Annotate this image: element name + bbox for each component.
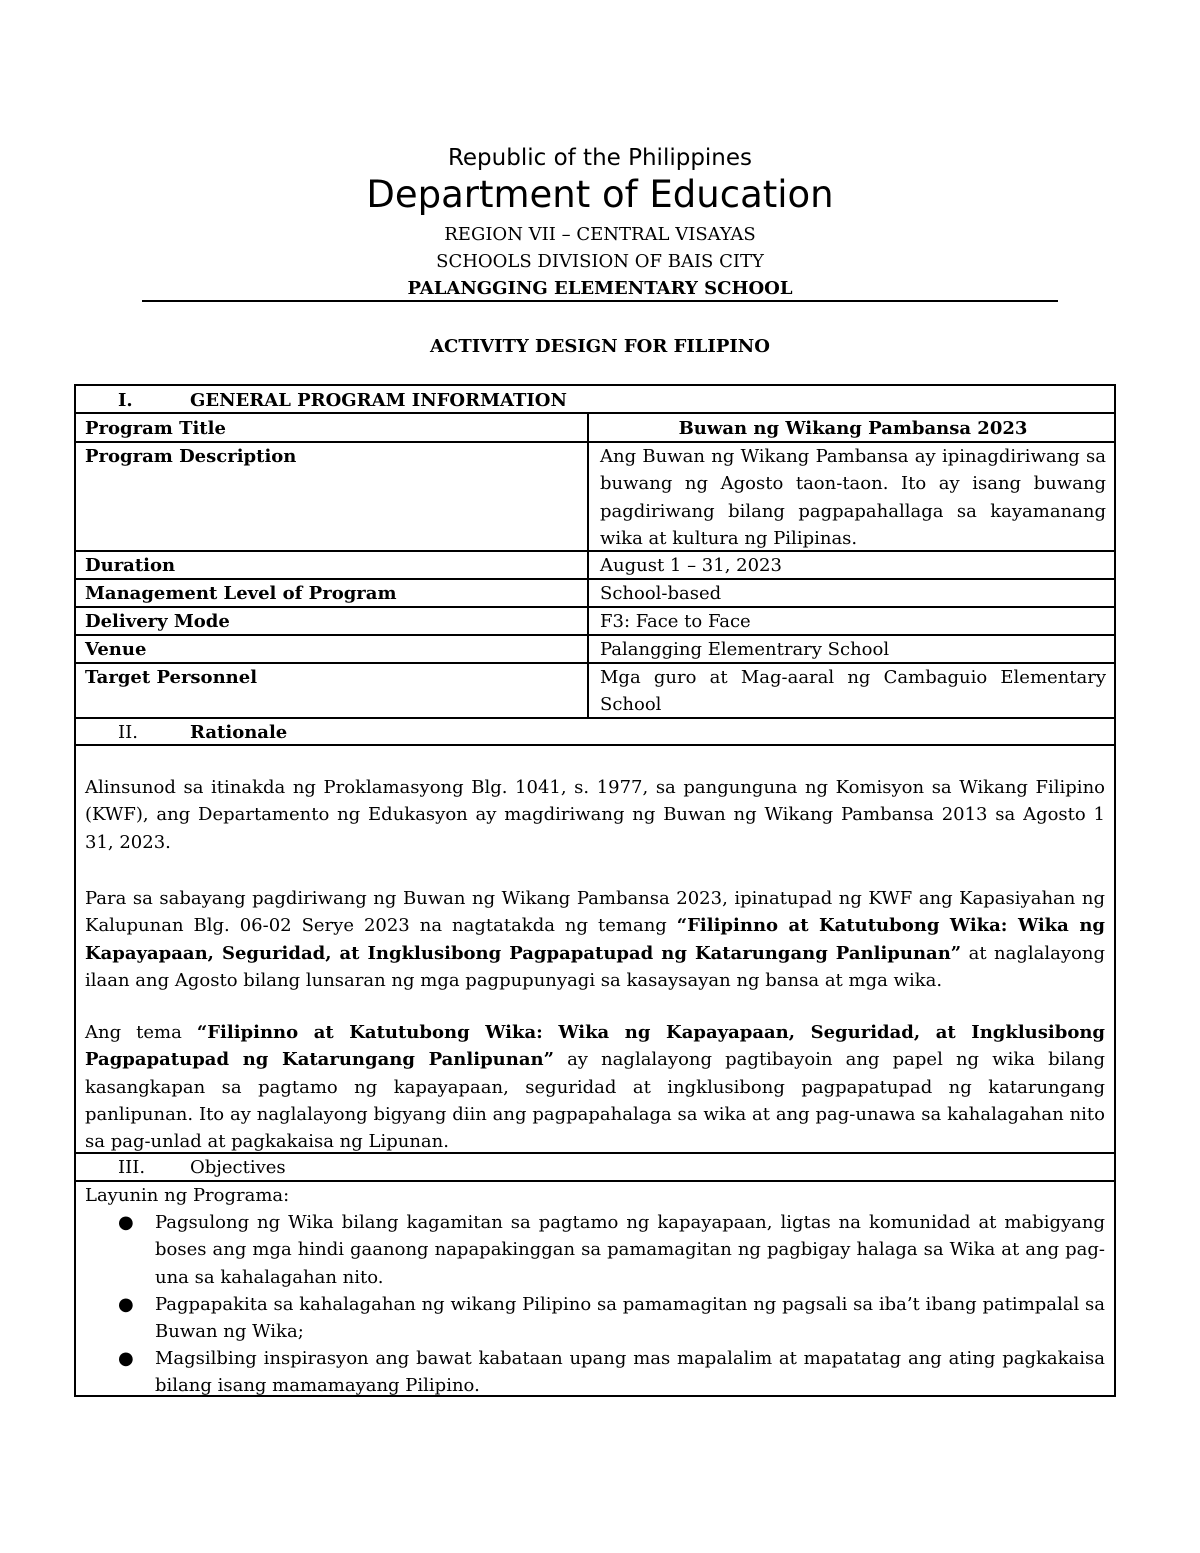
value-program-description: Ang Buwan ng Wikang Pambansa ay ipinagdiriwang sa buwang ng Agosto taon-taon. Ito ay isang buwang pagdiriwang bilang pagpapahallaga sa kayamanang wika at kultura ng Pilipinas. <box>600 446 1106 549</box>
label-management-level: Management Level of Program <box>85 583 397 604</box>
theme-text: “Filipinno at Katutubong Wika: Wika ng Kapayapaan, Seguridad, at Ingklusibong Pagpapatupad ng Katarungang Panlipunan” <box>85 915 1105 964</box>
department-heading: Department of Education <box>366 173 834 216</box>
division-line: SCHOOLS DIVISION OF BAIS CITY <box>436 251 764 272</box>
value-duration: August 1 – 31, 2023 <box>600 555 782 576</box>
theme-text: “Filipinno at Katutubong Wika: Wika ng Kapayapaan, Seguridad, at Ingklusibong Pagpapatupad ng Katarungang Panlipunan” <box>85 1022 1105 1071</box>
label-target-personnel: Target Personnel <box>85 667 258 688</box>
value-venue: Palangging Elementrary School <box>600 639 890 660</box>
section-3-title: Objectives <box>190 1157 286 1178</box>
value-target-personnel: Mga guro at Mag-aaral ng Cambaguio Elementary School <box>600 667 1106 716</box>
objectives-intro: Layunin ng Programa: <box>85 1185 290 1206</box>
bullet-icon: ● <box>118 1348 134 1369</box>
bullet-icon: ● <box>118 1212 134 1233</box>
rationale-paragraph-2: Para sa sabayang pagdiriwang ng Buwan ng Wikang Pambansa 2023, ipinatupad ng KWF ang Kapasiyahan ng Kalupunan Blg. 06-02 Serye 2023 na nagtatakda ng temang “Filipinno at Katutubong Wika: Wika ng Kapayapaan, Seguridad, at Ingklusibong Pagpapatupad ng Katarungang Panlipunan” at naglalayong ilaan ang Agosto bilang lunsaran ng mga pagpupunyagi sa kasaysayan ng bansa at mga wika. <box>85 888 1105 991</box>
document-title: ACTIVITY DESIGN FOR FILIPINO <box>430 336 770 357</box>
objective-item: Pagsulong ng Wika bilang kagamitan sa pagtamo ng kapayapaan, ligtas na komunidad at mabigyang boses ang mga hindi gaanong napapakinggan sa pamamagitan ng pagbigay halaga sa Wika at ang pag-una sa kahalagahan nito. <box>155 1212 1105 1288</box>
bullet-icon: ● <box>118 1294 134 1315</box>
value-delivery-mode: F3: Face to Face <box>600 611 751 632</box>
section-2-numeral: II. <box>118 722 138 743</box>
rationale-paragraph-1: Alinsunod sa itinakda ng Proklamasyong Blg. 1041, s. 1977, sa pangunguna ng Komisyon sa Wikang Filipino (KWF), ang Departamento ng Edukasyon ay magdiriwang ng Buwan ng Wikang Pambansa 2013 sa Agosto 1 31, 2023. <box>85 777 1105 853</box>
region-line: REGION VII – CENTRAL VISAYAS <box>444 224 756 245</box>
section-3-numeral: III. <box>118 1157 146 1178</box>
school-name: PALANGGING ELEMENTARY SCHOOL <box>407 278 793 299</box>
value-management-level: School-based <box>600 583 722 604</box>
label-venue: Venue <box>85 639 147 660</box>
objective-item: Magsilbing inspirasyon ang bawat kabataan upang mas mapalalim at mapatatag ang ating pagkakaisa bilang isang mamamayang Pilipino. <box>155 1348 1105 1397</box>
label-program-description: Program Description <box>85 446 297 467</box>
rationale-paragraph-3: Ang tema “Filipinno at Katutubong Wika: Wika ng Kapayapaan, Seguridad, at Ingklusibong Pagpapatupad ng Katarungang Panlipunan” ay naglalayong pagtibayoin ang papel ng wika bilang kasangkapan sa pagtamo ng kapayapaan, seguridad at ingklusibong pagpapatupad ng katarungang panlipunan. Ito ay naglalayong bigyang diin ang pagpapahalaga sa wika at ang pag-unawa sa kahalagahan nito sa pag-unlad at pagkakaisa ng Lipunan. <box>85 1022 1106 1153</box>
label-program-title: Program Title <box>85 418 226 439</box>
republic-heading: Republic of the Philippines <box>447 145 753 171</box>
column-divider <box>587 413 589 718</box>
table-rule <box>74 634 1116 636</box>
section-1-numeral: I. <box>118 390 133 411</box>
header-divider <box>142 300 1058 302</box>
section-2-title: Rationale <box>190 722 288 743</box>
value-program-title: Buwan ng Wikang Pambansa 2023 <box>678 418 1028 439</box>
label-duration: Duration <box>85 555 176 576</box>
label-delivery-mode: Delivery Mode <box>85 611 230 632</box>
section-1-title: GENERAL PROGRAM INFORMATION <box>190 390 567 411</box>
objective-item: Pagpapakita sa kahalagahan ng wikang Pilipino sa pamamagitan ng pagsali sa iba’t ibang patimpalal sa Buwan ng Wika; <box>155 1294 1105 1343</box>
